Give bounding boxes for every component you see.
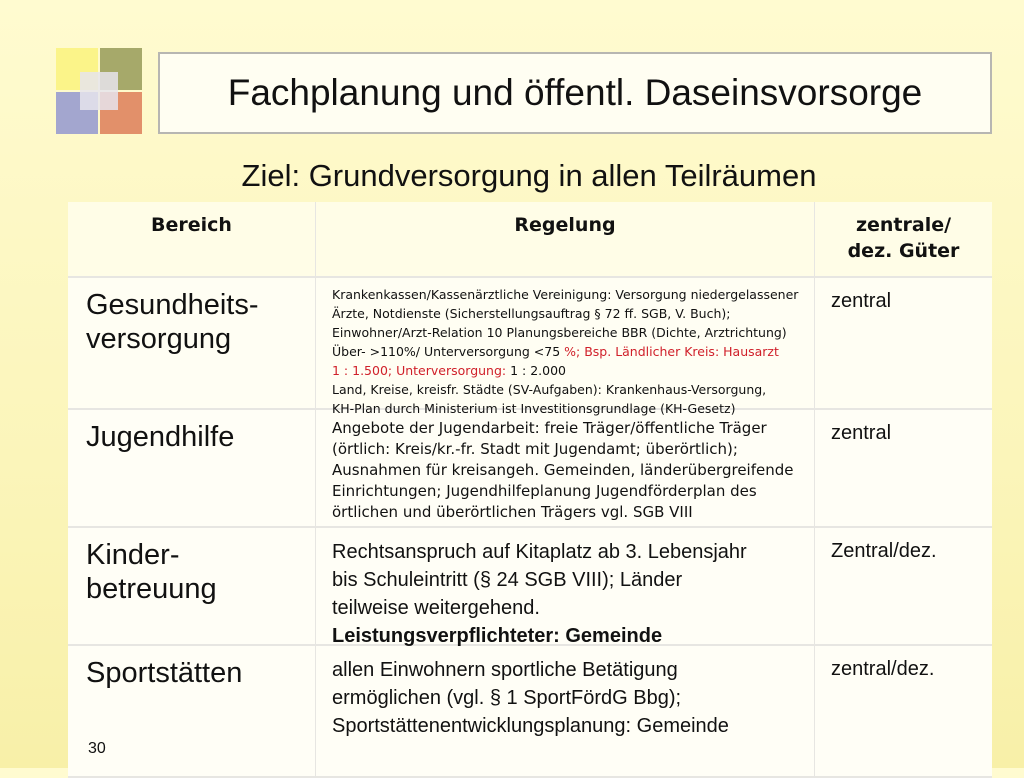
regulation-line: örtlichen und überörtlichen Trägers vgl. SGB VIII: [332, 503, 693, 521]
row-regulation-cell: [316, 528, 815, 647]
table-row: [68, 528, 992, 646]
logo-square-center: [80, 72, 118, 110]
header-gueter-line1: zentrale/: [855, 214, 952, 236]
table-row: [68, 278, 992, 416]
row-area-cell: [68, 528, 316, 644]
slide-title: Fachplanung und öffentl. Daseinsvorsorge: [227, 72, 923, 113]
regulation-line: KH-Plan durch Ministerium ist Investitionsgrundlage (KH-Gesetz): [332, 401, 736, 416]
regulation-line: Einwohner/Arzt-Relation 10 Planungsbereiche BBR (Dichte, Arztrichtung): [332, 325, 787, 340]
regulation-highlight: 1 : 1.500; Unterversorgung:: [332, 363, 507, 378]
regulation-line: [332, 342, 806, 361]
area-line1: Kinder-: [86, 539, 180, 571]
regulation-line: Einrichtungen; Jugendhilfeplanung Jugendförderplan des: [332, 482, 757, 500]
row-area-cell: Jugendhilfe: [68, 410, 316, 526]
regulation-line: Ausnahmen für kreisangeh. Gemeinden, länderübergreifende: [332, 461, 794, 479]
area-line1: Gesundheits-: [86, 289, 259, 321]
regulation-line: Sportstättenentwicklungsplanung: Gemeinde: [332, 715, 729, 737]
table-row: [68, 646, 992, 778]
regulation-line: bis Schuleintritt (§ 24 SGB VIII); Länder: [332, 569, 683, 591]
regulation-line: Leistungsverpflichteter: Gemeinde: [332, 625, 663, 647]
regulation-line: Rechtsanspruch auf Kitaplatz ab 3. Lebensjahr: [332, 541, 747, 563]
regulation-line: ermöglichen (vgl. § 1 SportFördG Bbg);: [332, 687, 682, 709]
regulation-line: Ärzte, Notdienste (Sicherstellungsauftrag § 72 ff. SGB, V. Buch);: [332, 306, 731, 321]
header-bereich: Bereich: [68, 202, 316, 276]
title-box: [158, 52, 992, 134]
table-header-row: [68, 202, 992, 278]
regulation-line: (örtlich: Kreis/kr.-fr. Stadt mit Jugendamt; überörtlich);: [332, 440, 738, 458]
regulation-text: Über- >110%/ Unterversorgung <75: [332, 344, 565, 359]
header-regelung: Regelung: [316, 202, 815, 276]
row-area-cell: [68, 278, 316, 408]
regulation-line: Land, Kreise, kreisfr. Städte (SV-Aufgaben): Krankenhaus-Versorgung,: [332, 382, 767, 397]
row-area-cell: Sportstätten: [68, 646, 316, 776]
row-regulation-cell: [316, 410, 815, 526]
row-regulation-cell: [316, 646, 815, 776]
table-row: [68, 410, 992, 528]
area-line2: versorgung: [86, 323, 232, 355]
row-goods-cell: zentral: [831, 422, 892, 444]
regulation-line: teilweise weitergehend.: [332, 597, 540, 619]
header-gueter-line2: dez. Güter: [847, 240, 960, 262]
regulation-line: [332, 361, 806, 380]
slide-subtitle: Ziel: Grundversorgung in allen Teilräumen: [241, 158, 817, 193]
care-table: [68, 202, 992, 778]
row-goods-cell: zentral/dez.: [831, 658, 935, 680]
row-goods-cell: zentral: [831, 290, 892, 312]
regulation-line: Krankenkassen/Kassenärztliche Vereinigung: Versorgung niedergelassener: [332, 287, 799, 302]
header-gueter: [815, 202, 992, 276]
row-goods-cell: Zentral/dez.: [831, 540, 937, 562]
page-number: 30: [88, 740, 106, 757]
regulation-text: 1 : 2.000: [506, 363, 566, 378]
slide-logo: [56, 48, 144, 136]
regulation-line: Angebote der Jugendarbeit: freie Träger/öffentliche Träger: [332, 419, 767, 437]
regulation-highlight: %; Bsp. Ländlicher Kreis: Hausarzt: [564, 344, 779, 359]
area-line2: betreuung: [86, 573, 217, 605]
row-regulation-cell: [316, 278, 815, 416]
regulation-line: allen Einwohnern sportliche Betätigung: [332, 659, 678, 681]
